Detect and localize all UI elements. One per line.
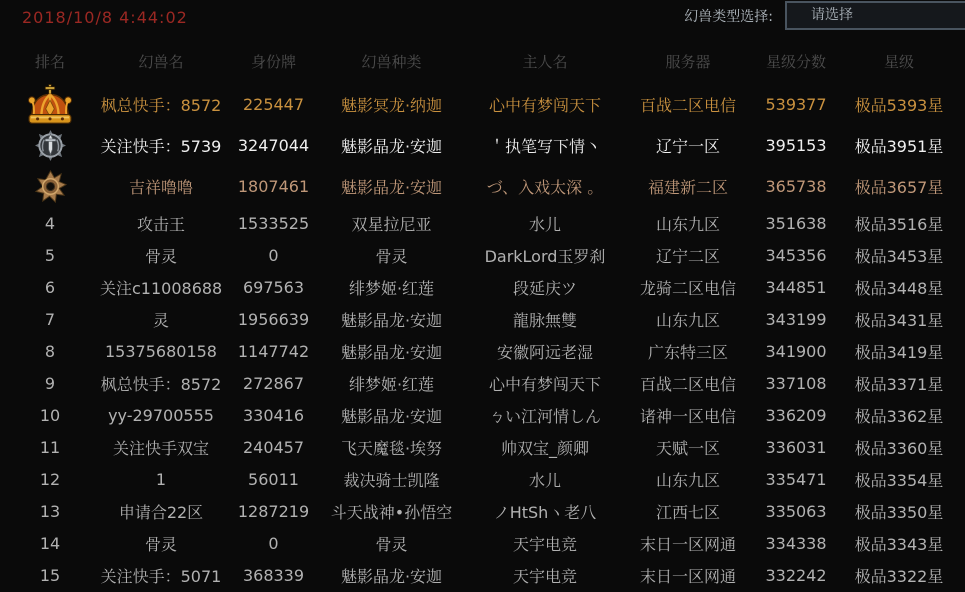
owner-cell: 天宇电竞 <box>512 566 577 586</box>
star-cell: 极品3448星 <box>854 278 944 298</box>
id-card-cell: 1807461 <box>237 177 310 196</box>
star-cell: 极品3371星 <box>854 374 944 394</box>
owner-cell: 龍脉無雙 <box>512 310 577 330</box>
header-species: 幻兽种类 <box>361 52 422 71</box>
rank-cell: 4 <box>44 213 56 233</box>
star-cell: 极品3350星 <box>854 502 944 522</box>
server-cell: 江西七区 <box>655 502 720 522</box>
species-cell: 魅影晶龙·安迦 <box>340 310 443 330</box>
score-cell: 335063 <box>765 501 827 521</box>
species-cell: 绯梦姬·红莲 <box>348 278 435 298</box>
species-cell: 斗天战神•孙悟空 <box>330 502 453 522</box>
star-cell: 极品5393星 <box>854 96 944 115</box>
score-cell: 345356 <box>765 245 827 265</box>
score-cell: 365738 <box>765 177 827 196</box>
owner-cell: 帅双宝_颜卿 <box>500 438 589 458</box>
owner-cell: ㄅい江河情しん <box>488 406 601 426</box>
star-cell: 极品3343星 <box>854 534 944 554</box>
server-cell: 山东九区 <box>655 310 720 330</box>
owner-cell: ＇执笔写下情丶 <box>488 137 601 156</box>
id-card-cell: 330416 <box>242 405 305 425</box>
rank-cell: 5 <box>44 245 56 265</box>
rank-cell: 13 <box>39 501 61 521</box>
pet-type-selector-label: 幻兽类型选择: <box>684 8 773 25</box>
table-row <box>0 559 950 591</box>
star-cell: 极品3419星 <box>854 342 944 362</box>
id-card-cell: 1956639 <box>237 309 310 329</box>
rank-cell: 9 <box>44 373 56 393</box>
server-cell: 辽宁一区 <box>655 137 720 156</box>
owner-cell: 段延庆ツ <box>512 278 577 298</box>
rank-cell: 12 <box>39 469 61 489</box>
pet-name-cell: 骨灵 <box>144 246 177 266</box>
species-cell: 绯梦姬·红莲 <box>348 374 435 394</box>
score-cell: 395153 <box>765 136 827 155</box>
pet-name-cell: 关注快手双宝 <box>112 438 209 458</box>
header-star: 星级 <box>883 52 914 71</box>
id-card-cell: 1533525 <box>237 213 310 233</box>
pet-type-dropdown-value: 请选择 <box>811 7 853 23</box>
score-cell: 539377 <box>765 95 827 114</box>
species-cell: 魅影晶龙·安迦 <box>340 178 443 197</box>
species-cell: 飞天魔毯·埃努 <box>340 438 443 458</box>
owner-cell: 安徽阿远老湿 <box>496 342 593 362</box>
star-cell: 极品3657星 <box>854 178 944 197</box>
pet-name-cell: 骨灵 <box>144 534 177 554</box>
server-cell: 诸神一区电信 <box>639 406 736 426</box>
silver-medal-icon <box>34 130 67 161</box>
species-cell: 裁决骑士凯隆 <box>343 470 440 490</box>
rank-cell: 14 <box>39 533 61 553</box>
table-row <box>0 271 950 303</box>
table-row <box>0 125 950 166</box>
table-row <box>0 166 950 207</box>
header-id-card: 身份牌 <box>250 52 296 71</box>
owner-cell: 水儿 <box>528 470 561 490</box>
star-cell: 极品3516星 <box>854 214 944 234</box>
id-card-cell: 272867 <box>242 373 305 393</box>
server-cell: 辽宁二区 <box>655 246 720 266</box>
species-cell: 魅影晶龙·安迦 <box>340 406 443 426</box>
leaderboard-body <box>0 84 950 591</box>
owner-cell: ノHtShヽ老八 <box>493 502 597 522</box>
gold-crown-icon <box>25 84 75 126</box>
rank-cell: 10 <box>39 405 61 425</box>
score-cell: 337108 <box>765 373 827 393</box>
star-cell: 极品3322星 <box>854 566 944 586</box>
id-card-cell: 0 <box>268 533 279 553</box>
star-cell: 极品3354星 <box>854 470 944 490</box>
pet-name-cell: yy-29700555 <box>108 405 214 425</box>
pet-name-cell: 1 <box>155 469 167 489</box>
rank-cell <box>0 170 100 203</box>
id-card-cell: 1147742 <box>237 341 310 361</box>
score-cell: 336209 <box>765 405 827 425</box>
server-cell: 山东九区 <box>655 470 720 490</box>
pet-name-cell: 关注c11008688 <box>100 278 223 298</box>
star-cell: 极品3453星 <box>854 246 944 266</box>
header-score: 星级分数 <box>765 52 826 71</box>
score-cell: 336031 <box>765 437 827 457</box>
top-bar <box>0 0 965 38</box>
table-row <box>0 431 950 463</box>
table-row <box>0 367 950 399</box>
pet-type-selector <box>684 1 965 30</box>
score-cell: 351638 <box>765 213 827 233</box>
header-server: 服务器 <box>665 52 711 71</box>
table-header-row <box>0 38 950 84</box>
table-row <box>0 335 950 367</box>
id-card-cell: 56011 <box>248 469 299 489</box>
server-cell: 福建新二区 <box>647 178 728 197</box>
score-cell: 335471 <box>765 469 827 489</box>
table-row <box>0 303 950 335</box>
owner-cell: DarkLord玉罗刹 <box>484 246 606 266</box>
species-cell: 魅影晶龙·安迦 <box>340 342 443 362</box>
pet-name-cell: 灵 <box>152 310 169 330</box>
score-cell: 343199 <box>765 309 827 329</box>
pet-name-cell: 枫总快手：8572 <box>100 374 222 394</box>
header-owner: 主人名 <box>522 52 568 71</box>
owner-cell: 水儿 <box>528 214 561 234</box>
star-cell: 极品3362星 <box>854 406 944 426</box>
rank-cell <box>0 130 100 161</box>
bronze-medal-icon <box>34 170 67 203</box>
rank-cell <box>0 84 100 126</box>
score-cell: 332242 <box>765 565 827 585</box>
owner-cell: 天宇电竞 <box>512 534 577 554</box>
owner-cell: 心中有梦闯天下 <box>488 374 601 394</box>
star-cell: 极品3360星 <box>854 438 944 458</box>
server-cell: 末日一区网通 <box>639 566 736 586</box>
species-cell: 骨灵 <box>375 246 408 266</box>
pet-name-cell: 关注快手：5739 <box>100 137 222 156</box>
pet-name-cell: 申请合22区 <box>118 502 204 522</box>
server-cell: 广东特三区 <box>647 342 728 362</box>
server-cell: 龙骑二区电信 <box>639 278 736 298</box>
header-rank: 排名 <box>34 52 65 71</box>
rank-cell: 8 <box>44 341 56 361</box>
score-cell: 341900 <box>765 341 827 361</box>
timestamp: 2018/10/8 4:44:02 <box>22 8 188 27</box>
server-cell: 百战二区电信 <box>639 96 736 115</box>
table-row <box>0 84 950 125</box>
pet-name-cell: 枫总快手：8572 <box>100 96 222 115</box>
leaderboard-table <box>0 38 950 591</box>
rank-cell: 15 <box>39 565 61 585</box>
id-card-cell: 1287219 <box>237 501 310 521</box>
header-pet-name: 幻兽名 <box>138 52 184 71</box>
score-cell: 334338 <box>765 533 827 553</box>
id-card-cell: 3247044 <box>237 136 310 155</box>
star-cell: 极品3951星 <box>854 137 944 156</box>
pet-name-cell: 攻击王 <box>136 214 185 234</box>
server-cell: 末日一区网通 <box>639 534 736 554</box>
table-row <box>0 463 950 495</box>
table-row <box>0 207 950 239</box>
star-cell: 极品3431星 <box>854 310 944 330</box>
id-card-cell: 368339 <box>242 565 305 585</box>
species-cell: 骨灵 <box>375 534 408 554</box>
table-row <box>0 239 950 271</box>
species-cell: 魅影冥龙·纳迦 <box>340 96 443 115</box>
id-card-cell: 225447 <box>242 95 305 114</box>
rank-cell: 7 <box>44 309 56 329</box>
table-row <box>0 527 950 559</box>
pet-name-cell: 15375680158 <box>105 341 217 361</box>
rank-cell: 6 <box>44 277 56 297</box>
pet-name-cell: 关注快手：5071 <box>100 566 222 586</box>
table-row <box>0 495 950 527</box>
rank-cell: 11 <box>39 437 61 457</box>
server-cell: 山东九区 <box>655 214 720 234</box>
species-cell: 魅影晶龙·安迦 <box>340 566 443 586</box>
owner-cell: 心中有梦闯天下 <box>488 96 601 115</box>
id-card-cell: 240457 <box>242 437 305 457</box>
server-cell: 百战二区电信 <box>639 374 736 394</box>
species-cell: 魅影晶龙·安迦 <box>340 137 443 156</box>
id-card-cell: 0 <box>268 245 279 265</box>
id-card-cell: 697563 <box>242 277 305 297</box>
species-cell: 双星拉尼亚 <box>351 214 432 234</box>
pet-name-cell: 吉祥噜噜 <box>128 178 193 197</box>
score-cell: 344851 <box>765 277 827 297</box>
server-cell: 天赋一区 <box>655 438 720 458</box>
owner-cell: づ、入戏太深 。 <box>486 178 604 197</box>
table-row <box>0 399 950 431</box>
pet-type-dropdown[interactable] <box>785 1 965 30</box>
